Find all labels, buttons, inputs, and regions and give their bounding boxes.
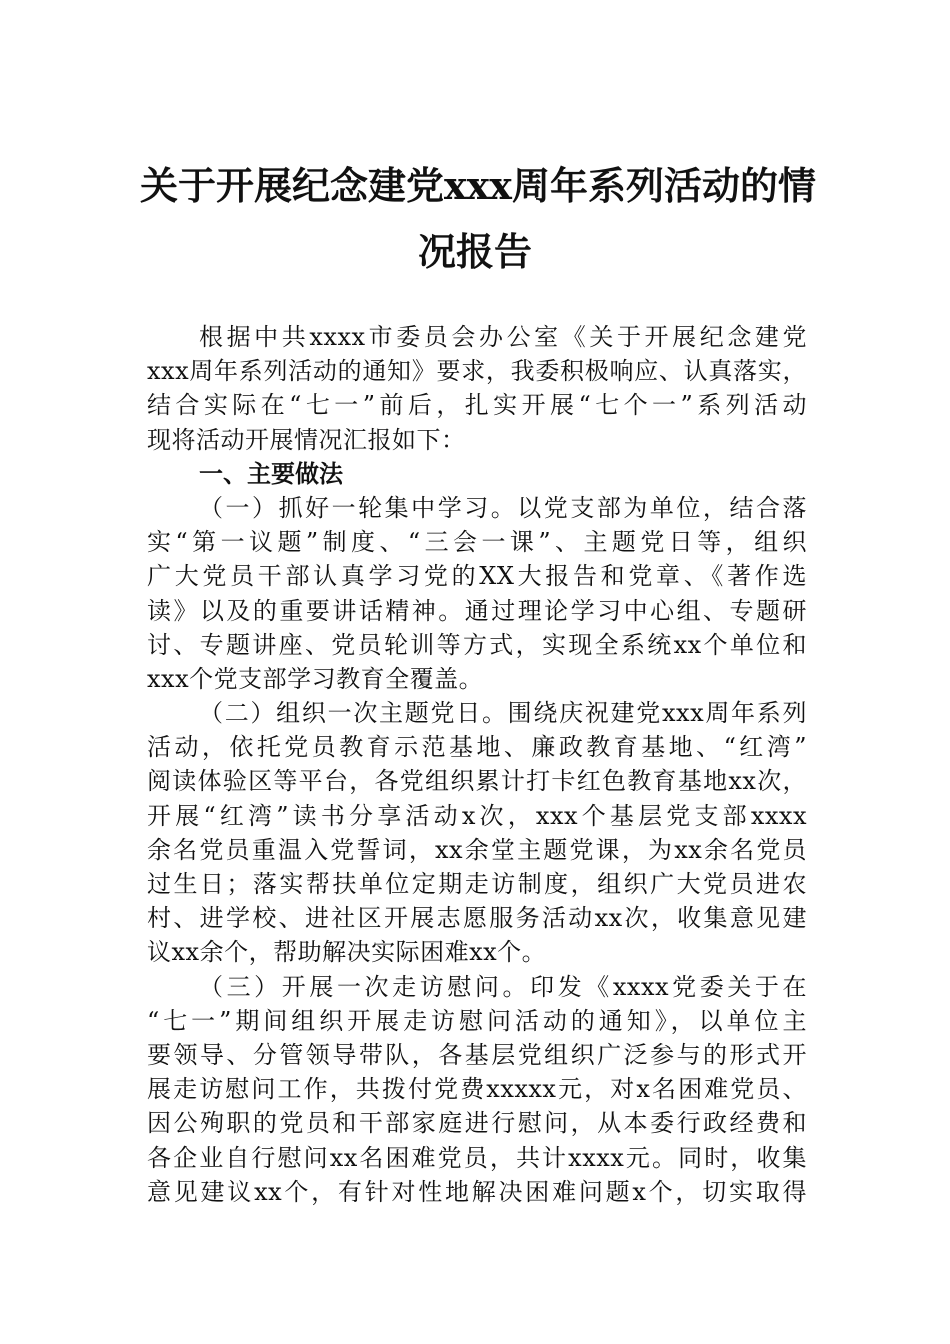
paragraph-2-line: 议xx余个，帮助解决实际困难xx个。	[147, 938, 547, 967]
paragraph-3-line: 因公殉职的党员和干部家庭进行慰问，从本委行政经费和	[147, 1109, 807, 1138]
paragraph-2-line: 活动，依托党员教育示范基地、廉政教育基地、“红湾”	[147, 733, 807, 762]
intro-line: 结合实际在“七一”前后，扎实开展“七个一”系列活动	[147, 391, 807, 420]
paragraph-3-line: （三）开展一次走访慰问。印发《xxxx党委关于在	[199, 972, 807, 1001]
paragraph-3-line: 要领导、分管领导带队，各基层党组织广泛参与的形式开	[147, 1040, 807, 1069]
paragraph-1-line: 读》以及的重要讲话精神。通过理论学习中心组、专题研	[147, 596, 807, 625]
paragraph-1-line: （一）抓好一轮集中学习。以党支部为单位，结合落	[199, 493, 807, 522]
paragraph-3-line: “七一”期间组织开展走访慰问活动的通知》，以单位主	[147, 1006, 807, 1035]
paragraph-2-line: 余名党员重温入党誓词，xx余堂主题党课，为xx余名党员	[147, 835, 807, 864]
document-title-line-1: 关于开展纪念建党xxx周年系列活动的情	[140, 163, 816, 208]
document-body	[147, 320, 807, 1209]
paragraph-2-line: 开展“红湾”读书分享活动x次，xxx个基层党支部xxxx	[147, 801, 807, 830]
paragraph-1-line: 实“第一议题”制度、“三会一课”、主题党日等，组织	[147, 528, 807, 557]
paragraph-2-line: 过生日；落实帮扶单位定期走访制度，组织广大党员进农	[147, 870, 807, 898]
paragraph-1-line: 广大党员干部认真学习党的XX大报告和党章、《著作选	[147, 562, 807, 591]
paragraph-2-line: 村、进学校、进社区开展志愿服务活动xx次，收集意见建	[147, 904, 807, 933]
intro-line: 现将活动开展情况汇报如下：	[147, 425, 466, 454]
paragraph-1-line: xxx个党支部学习教育全覆盖。	[147, 664, 484, 693]
paragraph-2-line: 阅读体验区等平台，各党组织累计打卡红色教育基地xx次，	[147, 767, 807, 796]
paragraph-3-line: 展走访慰问工作，共拨付党费xxxxx元，对x名困难党员、	[147, 1075, 807, 1104]
section-heading: 一、主要做法	[199, 459, 343, 488]
paragraph-3-line: 意见建议xx个，有针对性地解决困难问题x个，切实取得	[147, 1177, 807, 1206]
intro-line: xxx周年系列活动的通知》要求，我委积极响应、认真落实，	[147, 357, 807, 386]
intro-line: 根据中共xxxx市委员会办公室《关于开展纪念建党	[199, 323, 807, 351]
paragraph-3-line: 各企业自行慰问xx名困难党员，共计xxxx元。同时，收集	[147, 1143, 807, 1172]
document-title-line-2: 况报告	[417, 229, 532, 274]
paragraph-1-line: 讨、专题讲座、党员轮训等方式，实现全系统xx个单位和	[147, 630, 807, 659]
paragraph-2-line: （二）组织一次主题党日。围绕庆祝建党xxx周年系列	[199, 699, 807, 728]
